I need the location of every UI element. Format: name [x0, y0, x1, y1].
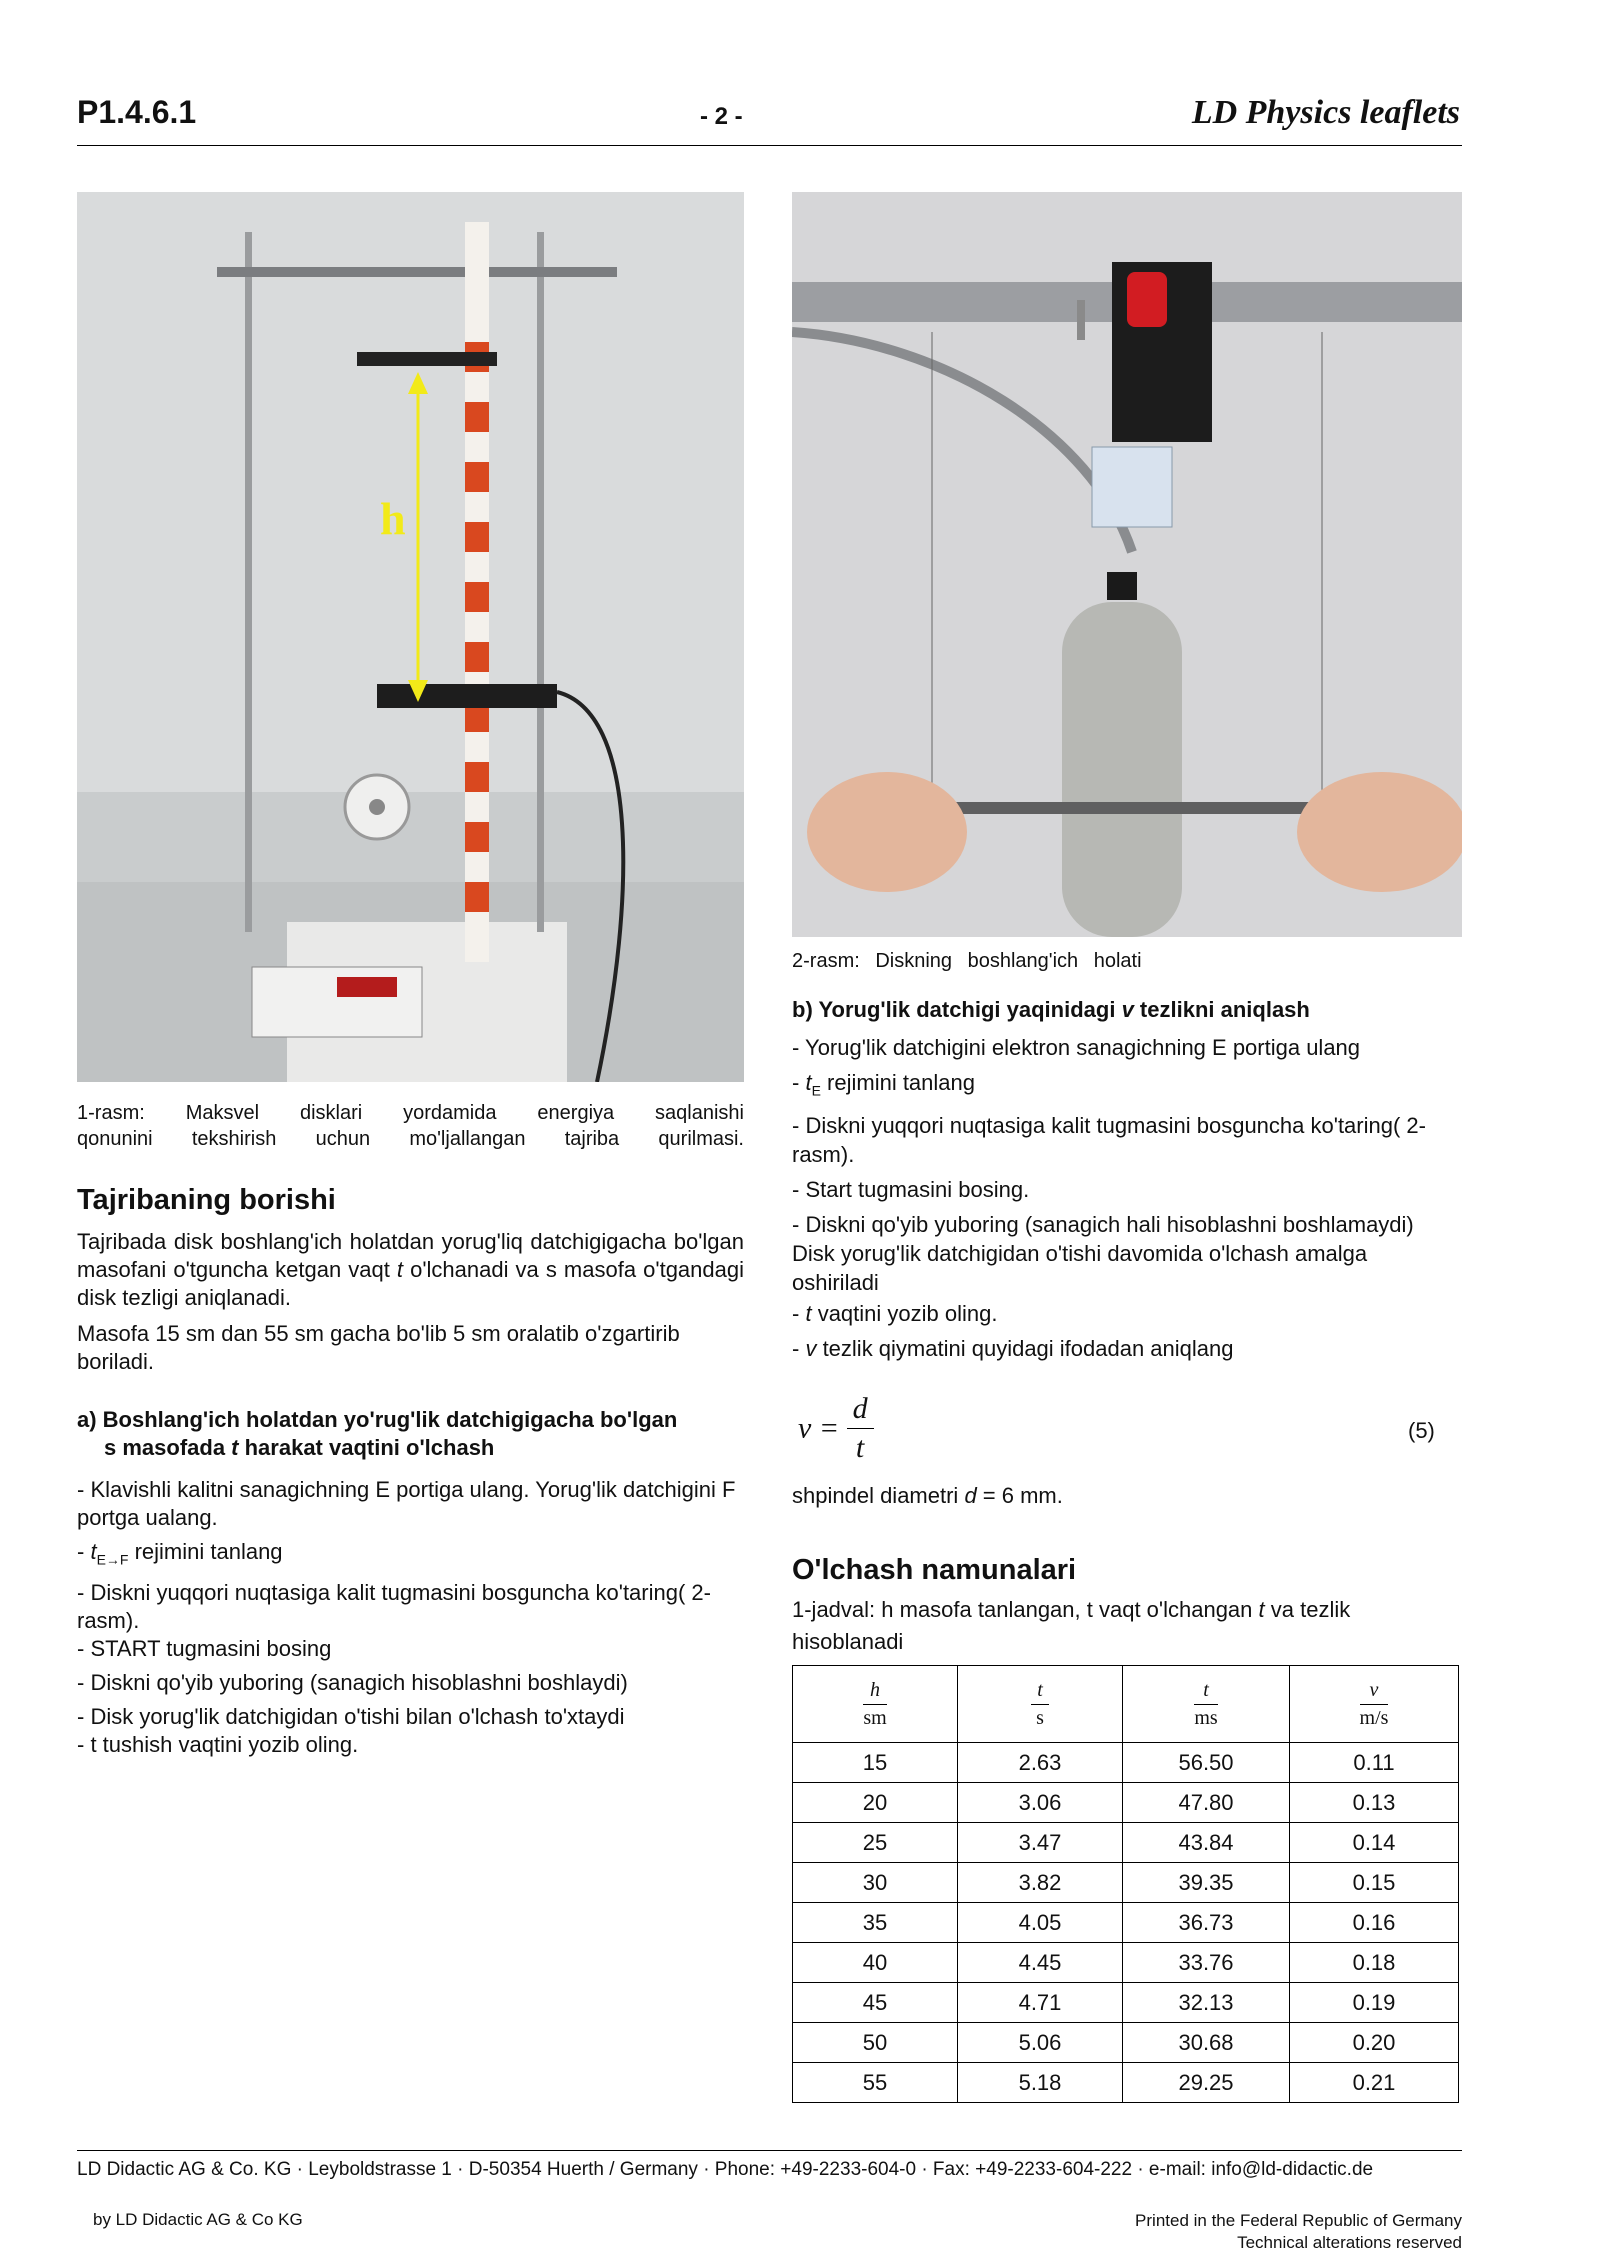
table-row: 50 5.06 30.68 0.20: [793, 2023, 1459, 2063]
step-a-5: - Diskni qo'yib yuboring (sanagich hisoblashni boshlaydi): [77, 1670, 628, 1696]
step-b-6: Disk yorug'lik datchigidan o'tishi davomida o'lchash amalga oshiriladi: [792, 1241, 1368, 1296]
intro-paragraph-2: Masofa 15 sm dan 55 sm gacha bo'lib 5 sm oralatib o'zgartirib boriladi.: [77, 1321, 680, 1374]
footer-copyright: by LD Didactic AG & Co KG: [93, 2210, 303, 2229]
table-header-row: [793, 1666, 1459, 1743]
step-b-8: - v tezlik qiymatini quyidagi ifodadan aniqlang: [792, 1336, 1234, 1362]
step-b-2: - $t_E$ rejimini tanlang: [792, 1070, 975, 1099]
step-a-6: - Disk yorug'lik datchigidan o'tishi bilan o'lchash to'xtaydi: [77, 1704, 625, 1730]
table-row: 40 4.45 33.76 0.18: [793, 1943, 1459, 1983]
measurement-table: [792, 1665, 1459, 2103]
step-b-3: - Diskni yuqqori nuqtasiga kalit tugmasini bosguncha ko'taring( 2-rasm).: [792, 1113, 1426, 1168]
steps-a: [77, 1476, 744, 1759]
brand-title: LD Physics leaflets: [1191, 94, 1460, 131]
formula-number: (5): [1408, 1418, 1435, 1443]
table-row: 35 4.05 36.73 0.16: [793, 1903, 1459, 1943]
footer-address: LD Didactic AG & Co. KG · Leyboldstrasse 1 · D-50354 Huerth / Germany · Phone: +49-2233-604-0 · Fax: +49-2233-604-222 · e-mail: info@ld-didactic.de: [77, 2159, 1374, 2180]
subheading-b: b) Yorug'lik datchigi yaqinidagi v tezlikni aniqlash: [792, 997, 1310, 1022]
spindle-diameter: shpindel diametri d = 6 mm.: [792, 1483, 1063, 1508]
step-a-3: - Diskni yuqqori nuqtasiga kalit tugmasini bosguncha ko'taring( 2-rasm).: [77, 1580, 711, 1634]
header-t-ms: $\frac{t}{ms}$: [1123, 1666, 1290, 1743]
step-b-1: - Yorug'lik datchigini elektron sanagichning E portiga ulang: [792, 1035, 1361, 1060]
doc-code: P1.4.6.1: [77, 94, 197, 130]
header-divider: [77, 145, 1462, 146]
height-label: h: [380, 493, 406, 544]
velocity-formula: v = $\frac{d}{t}$: [798, 1392, 874, 1465]
apparatus-photo: [77, 192, 744, 1082]
procedure-intro: [77, 1228, 744, 1384]
table-row: 30 3.82 39.35 0.15: [793, 1863, 1459, 1903]
intro-paragraph-1: Tajribada disk boshlang'ich holatdan yorug'liq datchigigacha bo'lgan masofani o'tguncha ketgan vaqt t o'lchanadi va s masofa o'tgandagi disk tezligi aniqlanadi.: [77, 1229, 744, 1310]
figure1-caption-line2: qonunini tekshirish uchun mo'ljallangan tajriba qurilmasi.: [77, 1128, 744, 1150]
table-caption: 1-jadval: h masofa tanlangan, t vaqt o'lchangan t va tezlik hisoblanadi: [792, 1597, 1351, 1654]
apparatus-illustration: [77, 192, 744, 1082]
header-h: $\frac{h}{sm}$: [793, 1666, 958, 1743]
subheading-a: a) Boshlang'ich holatdan yo'rug'lik datchigigacha bo'lgan s masofada t harakat vaqtini o'lchash: [77, 1407, 678, 1460]
table-row: 55 5.18 29.25 0.21: [793, 2063, 1459, 2103]
figure2-caption: 2-rasm: Diskning boshlang'ich holati: [792, 950, 1142, 972]
disk-start-photo: [792, 192, 1462, 937]
header-t-s: $\frac{t}{s}$: [958, 1666, 1123, 1743]
step-b-7: - t vaqtini yozib oling.: [792, 1301, 998, 1327]
section-title-measurements: O'lchash namunalari: [792, 1554, 1077, 1586]
steps-b: [792, 1033, 1492, 1363]
step-a-4: - START tugmasini bosing: [77, 1636, 332, 1662]
table-row: 15 2.63 56.50 0.11: [793, 1743, 1459, 1783]
step-a-2: - $t_{E\to F}$ rejimini tanlang: [77, 1539, 283, 1568]
header-v: $\frac{v}{m/s}$: [1290, 1666, 1459, 1743]
table-row: 45 4.71 32.13 0.19: [793, 1983, 1459, 2023]
figure1-caption-line1: 1-rasm: Maksvel disklari yordamida energiya saqlanishi: [77, 1102, 744, 1124]
step-a-7: - t tushish vaqtini yozib oling.: [77, 1732, 359, 1758]
footer-print-note: Printed in the Federal Republic of Germany Technical alterations reserved: [1135, 2211, 1462, 2252]
page-number: - 2 -: [700, 103, 743, 130]
footer-divider: [77, 2150, 1462, 2151]
step-b-4: - Start tugmasini bosing.: [792, 1177, 1030, 1203]
step-b-5: - Diskni qo'yib yuboring (sanagich hali hisoblashni boshlamaydi): [792, 1212, 1414, 1238]
step-a-1: - Klavishli kalitni sanagichning E portiga ulang. Yorug'lik datchigini F portga ualang.: [77, 1477, 736, 1530]
table-row: 20 3.06 47.80 0.13: [793, 1783, 1459, 1823]
disk-start-illustration: [792, 192, 1462, 937]
section-title-procedure: Tajribaning borishi: [77, 1184, 336, 1216]
table-row: 25 3.47 43.84 0.14: [793, 1823, 1459, 1863]
figure1-caption: [77, 1100, 744, 1152]
